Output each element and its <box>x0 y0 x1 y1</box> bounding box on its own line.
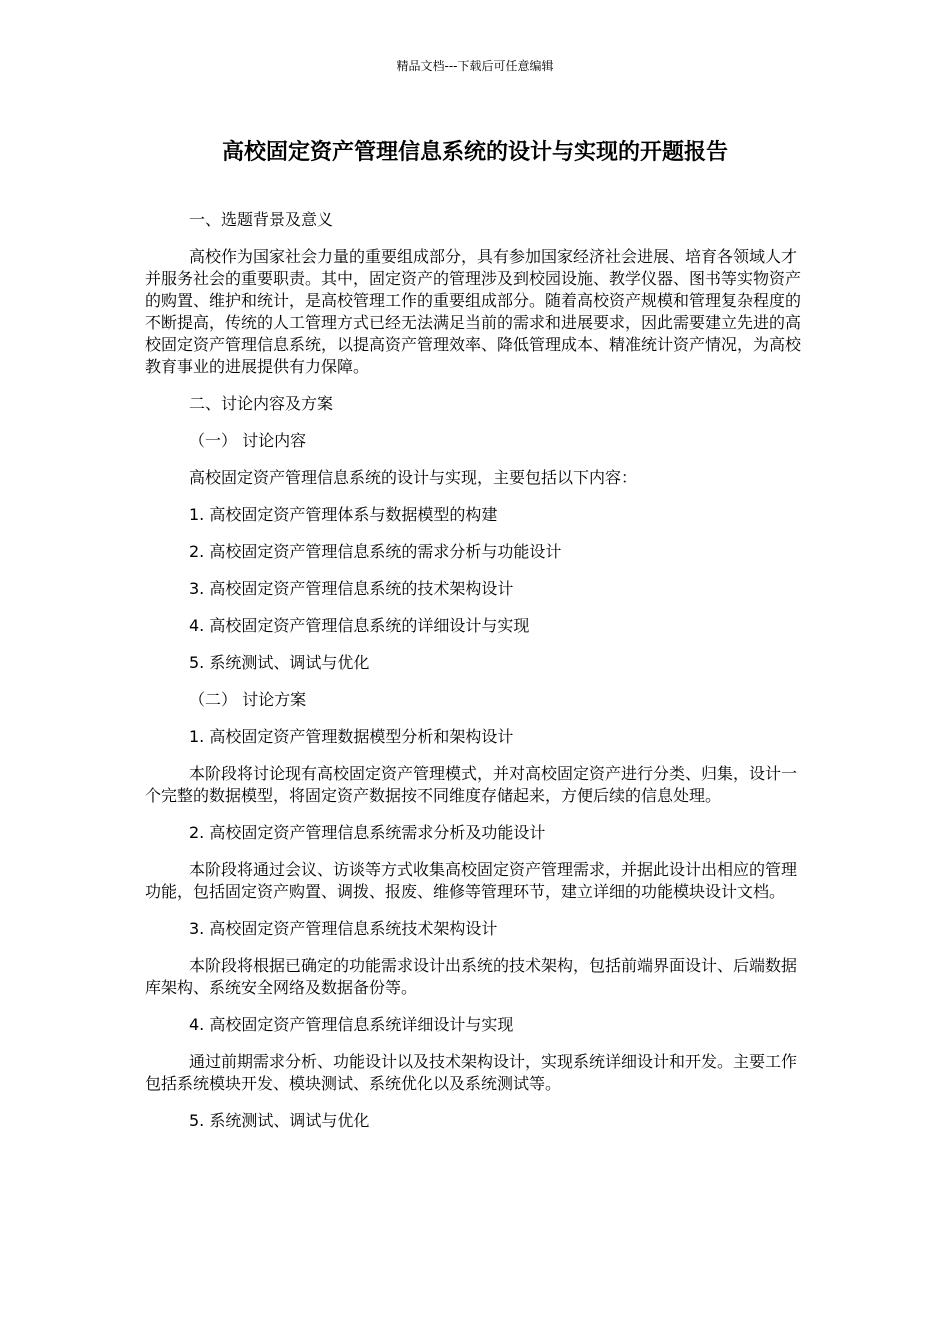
document-title: 高校固定资产管理信息系统的设计与实现的开题报告 <box>221 140 728 165</box>
plan-1-heading: 1. 高校固定资产管理数据模型分析和架构设计 <box>189 727 514 746</box>
content-item-2: 2. 高校固定资产管理信息系统的需求分析与功能设计 <box>189 542 562 561</box>
content-item-4: 4. 高校固定资产管理信息系统的详细设计与实现 <box>189 616 530 635</box>
document-body <box>145 209 805 1147</box>
research-content-intro: 高校固定资产管理信息系统的设计与实现，主要包括以下内容： <box>189 468 638 487</box>
content-item-1: 1. 高校固定资产管理体系与数据模型的构建 <box>189 505 498 524</box>
page-header: 精品文档---下载后可任意编辑 <box>396 59 554 73</box>
plan-4-heading: 4. 高校固定资产管理信息系统详细设计与实现 <box>189 1015 514 1034</box>
section-2-heading: 二、讨论内容及方案 <box>189 394 334 413</box>
section-1-paragraph: 高校作为国家社会力量的重要组成部分，具有参加国家经济社会进展、培育各领域人才并服务社会的重要职责。其中，固定资产的管理涉及到校园设施、教学仪器、图书等实物资产的购置、维护和统计，是高校管理工作的重要组成部分。随着高校资产规模和管理复杂程度的不断提高，传统的人工管理方式已经无法满足当前的需求和进展要求，因此需要建立先进的高校固定资产管理信息系统，以提高资产管理效率、降低管理成本、精准统计资产情况，为高校教育事业的进展提供有力保障。 <box>145 247 802 376</box>
plan-2-body: 本阶段将通过会议、访谈等方式收集高校固定资产管理需求，并据此设计出相应的管理功能，包括固定资产购置、调拨、报废、维修等管理环节，建立详细的功能模块设计文档。 <box>145 860 798 901</box>
subsection-research-content: （一） 讨论内容 <box>189 431 307 450</box>
plan-3-body: 本阶段将根据已确定的功能需求设计出系统的技术架构，包括前端界面设计、后端数据库架构、系统安全网络及数据备份等。 <box>145 956 798 997</box>
plan-2-heading: 2. 高校固定资产管理信息系统需求分析及功能设计 <box>189 823 546 842</box>
plan-1-body: 本阶段将讨论现有高校固定资产管理模式，并对高校固定资产进行分类、归集，设计一个完整的数据模型，将固定资产数据按不同维度存储起来，方便后续的信息处理。 <box>145 764 798 805</box>
plan-5-heading: 5. 系统测试、调试与优化 <box>189 1111 370 1130</box>
plan-4-body: 通过前期需求分析、功能设计以及技术架构设计，实现系统详细设计和开发。主要工作包括系统模块开发、模块测试、系统优化以及系统测试等。 <box>145 1052 798 1093</box>
subsection-research-plan: （二） 讨论方案 <box>189 690 307 709</box>
section-1-heading: 一、选题背景及意义 <box>189 210 334 229</box>
content-item-5: 5. 系统测试、调试与优化 <box>189 653 370 672</box>
plan-3-heading: 3. 高校固定资产管理信息系统技术架构设计 <box>189 919 498 938</box>
content-item-3: 3. 高校固定资产管理信息系统的技术架构设计 <box>189 579 514 598</box>
